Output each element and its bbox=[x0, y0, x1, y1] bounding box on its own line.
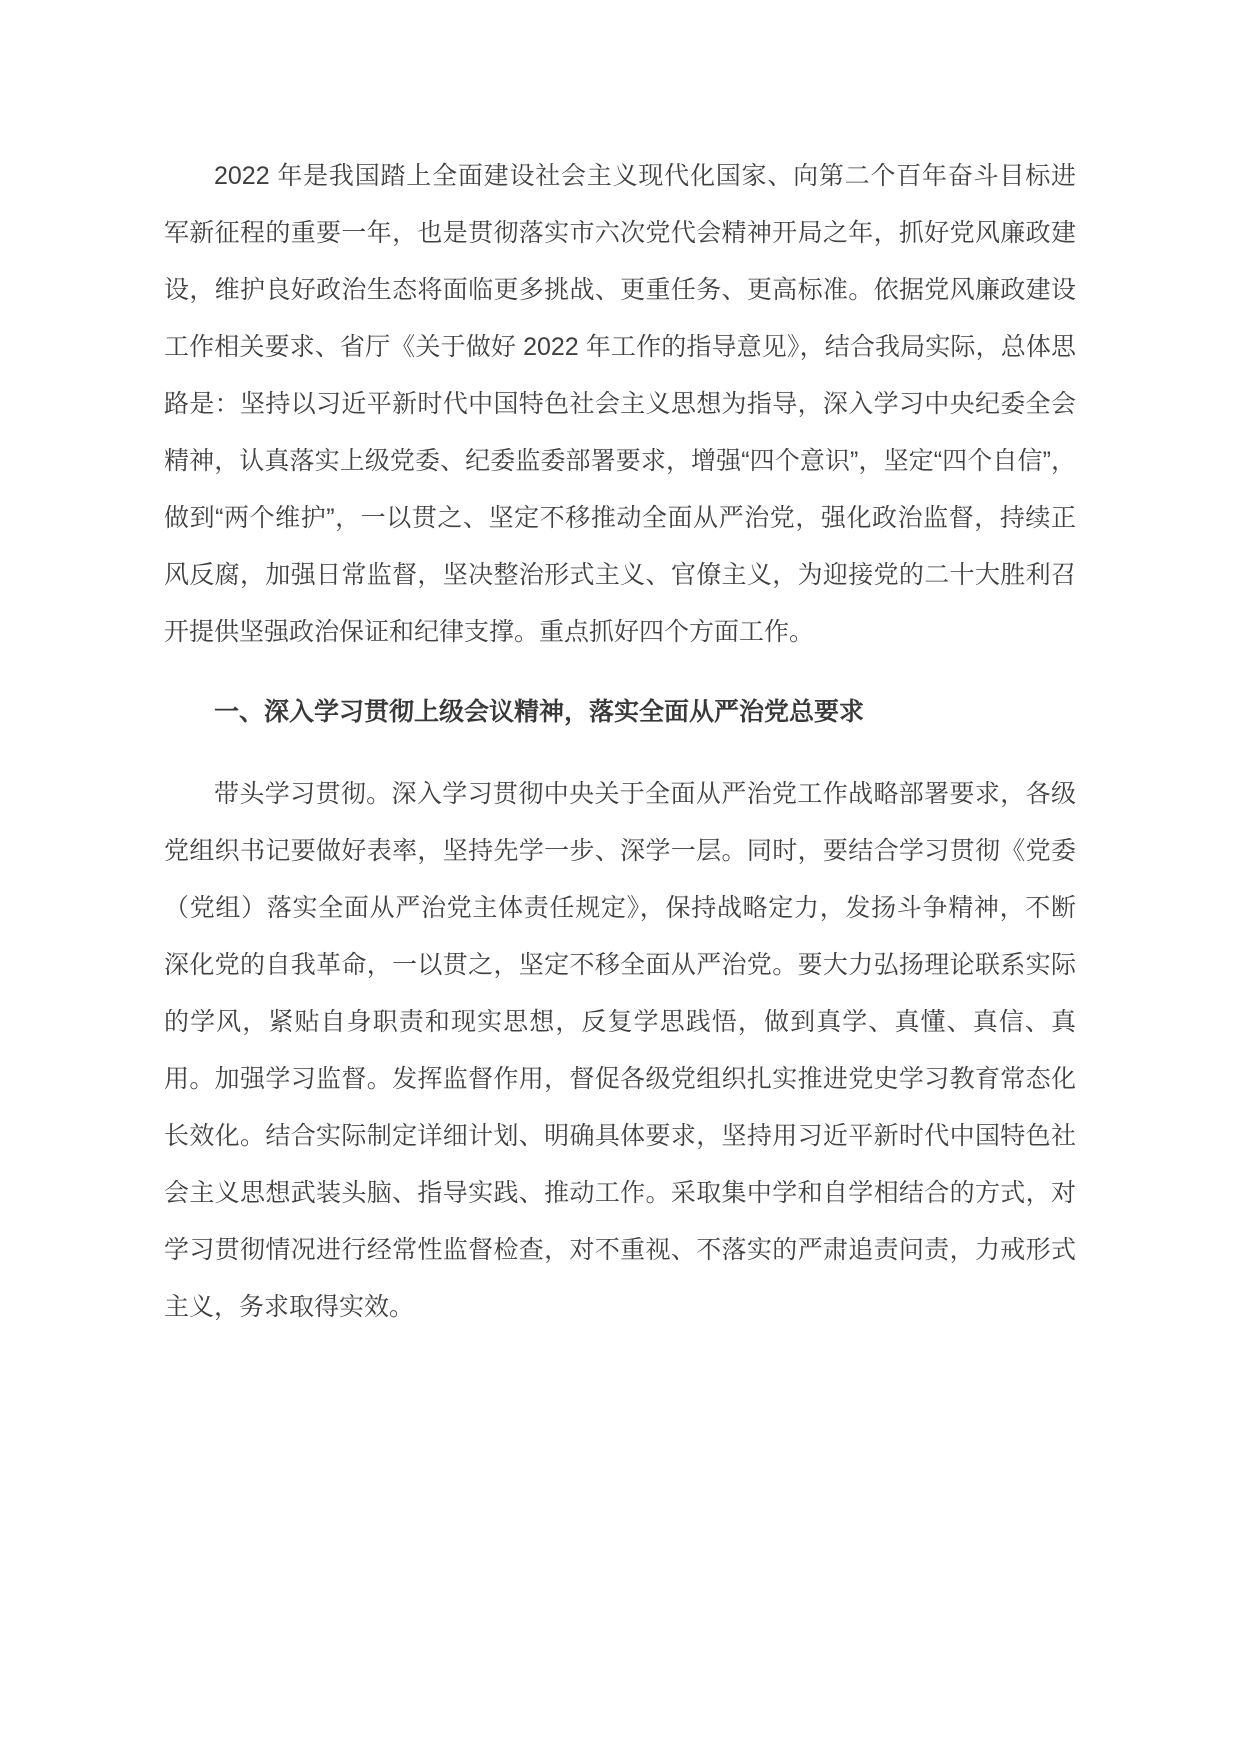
section-1-heading: 一、深入学习贯彻上级会议精神，落实全面从严治党总要求 bbox=[214, 698, 865, 726]
intro-paragraph: 2022 年是我国踏上全面建设社会主义现代化国家、向第二个百年奋斗目标进军新征程的重要一年，也是贯彻落实市六次党代会精神开局之年，抓好党风廉政建设，维护良好政治生态将面临更多挑战、更重任务、更高标准。依据党风廉政建设工作相关要求、省厅《关于做好 2022 年工作的指导意见》，结合我局实际，总体思路是：坚持以习近平新时代中国特色社会主义思想为指导，深入学习中央纪委全会精神，认真落实上级党委、纪委监委部署要求，增强“四个意识”，坚定“四个自信”，做到“两个维护”，一以贯之、坚定不移推动全面从严治党，强化政治监督，持续正风反腐，加强日常监督，坚决整治形式主义、官僚主义，为迎接党的二十大胜利召开提供坚强政治保证和纪律支撑。重点抓好四个方面工作。 bbox=[164, 162, 1076, 646]
section-1-paragraph: 带头学习贯彻。深入学习贯彻中央关于全面从严治党工作战略部署要求，各级党组织书记要做好表率，坚持先学一步、深学一层。同时，要结合学习贯彻《党委（党组）落实全面从严治党主体责任规定》，保持战略定力，发扬斗争精神，不断深化党的自我革命，一以贯之，坚定不移全面从严治党。要大力弘扬理论联系实际的学风，紧贴自身职责和现实思想，反复学思践悟，做到真学、真懂、真信、真用。加强学习监督。发挥监督作用，督促各级党组织扎实推进党史学习教育常态化长效化。结合实际制定详细计划、明确具体要求，坚持用习近平新时代中国特色社会主义思想武装头脑、指导实践、推动工作。采取集中学和自学相结合的方式，对学习贯彻情况进行经常性监督检查，对不重视、不落实的严肃追责问责，力戒形式主义，务求取得实效。 bbox=[164, 780, 1076, 1321]
